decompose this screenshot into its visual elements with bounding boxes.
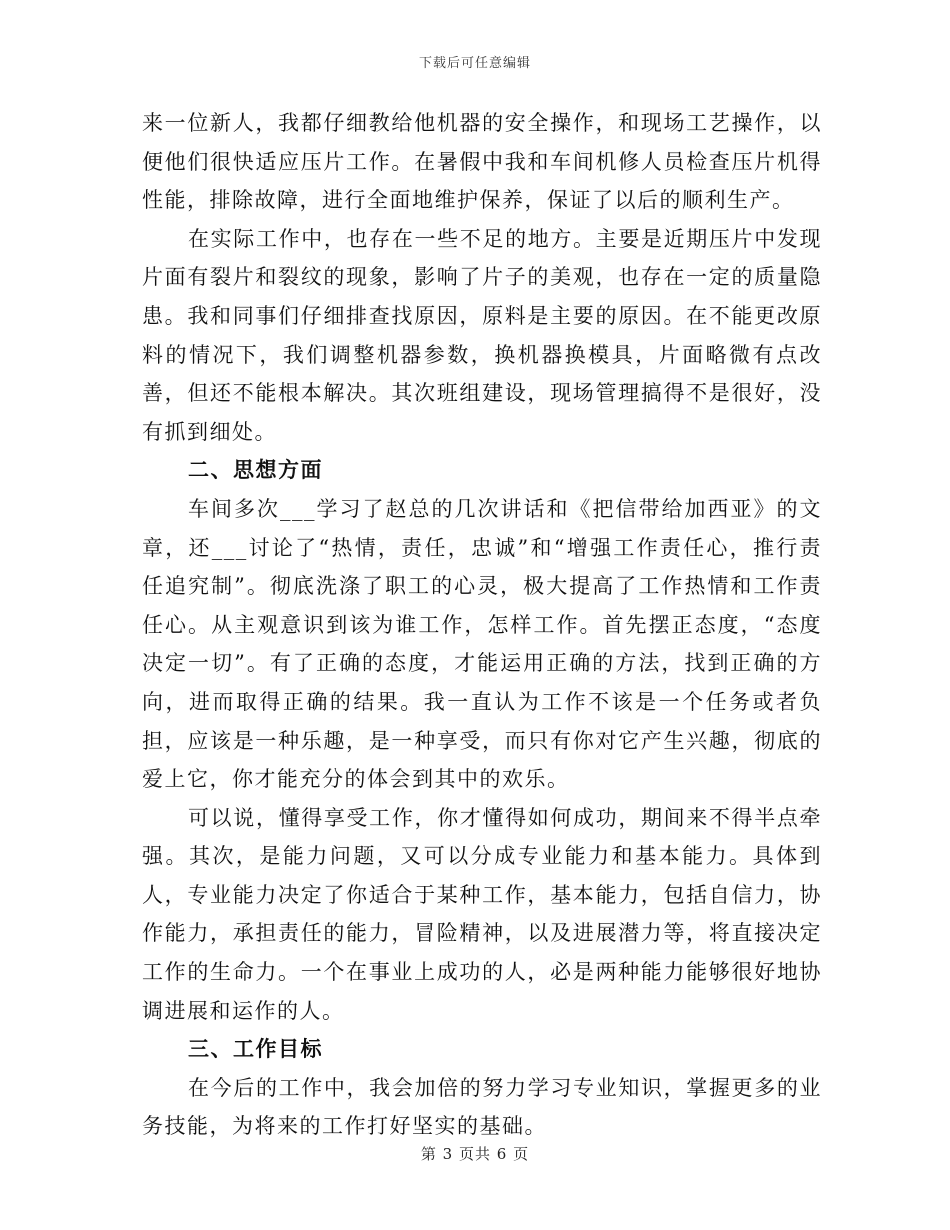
document-body (142, 104, 822, 1146)
page-footer: 第 3 页共 6 页 (420, 1145, 530, 1163)
paragraph-3: 车间多次___学习了赵总的几次讲话和《把信带给加西亚》的文章，还___讨论了“热情，责任，忠诚”和“增强工作责任心，推行责任追究制”。彻底洗涤了职工的心灵，极大提高了工作热情和工作责任心。从主观意识到该为谁工作，怎样工作。首先摆正态度，“态度决定一切”。有了正确的态度，才能运用正确的方法，找到正确的方向，进而取得正确的结果。我一直认为工作不该是一个任务或者负担，应该是一种乐趣，是一种享受，而只有你对它产生兴趣，彻底的爱上它，你才能充分的体会到其中的欢乐。 (142, 496, 822, 792)
paragraph-1: 来一位新人，我都仔细教给他机器的安全操作，和现场工艺操作，以便他们很快适应压片工作。在暑假中我和车间机修人员检查压片机得性能，排除故障，进行全面地维护保养，保证了以后的顺利生产。 (142, 111, 822, 213)
header-note: 下载后可任意编辑 (418, 56, 531, 71)
paragraph-2: 在实际工作中，也存在一些不足的地方。主要是近期压片中发现片面有裂片和裂纹的现象，影响了片子的美观，也存在一定的质量隐患。我和同事们仔细排查找原因，原料是主要的原因。在不能更改原料的情况下，我们调整机器参数，换机器换模具，片面略微有点改善，但还不能根本解决。其次班组建设，现场管理搞得不是很好，没有抓到细处。 (142, 226, 822, 444)
paragraph-5: 在今后的工作中，我会加倍的努力学习专业知识，掌握更多的业务技能，为将来的工作打好坚实的基础。 (142, 1075, 822, 1139)
paragraph-4: 可以说，懂得享受工作，你才懂得如何成功，期间来不得半点牵强。其次，是能力问题，又可以分成专业能力和基本能力。具体到人，专业能力决定了你适合于某种工作，基本能力，包括自信力，协作能力，承担责任的能力，冒险精神，以及进展潜力等，将直接决定工作的生命力。一个在事业上成功的人，必是两种能力能够很好地协调进展和运作的人。 (142, 805, 822, 1023)
section-heading-thought: 二、思想方面 (188, 458, 323, 483)
section-heading-goals: 三、工作目标 (188, 1037, 323, 1062)
